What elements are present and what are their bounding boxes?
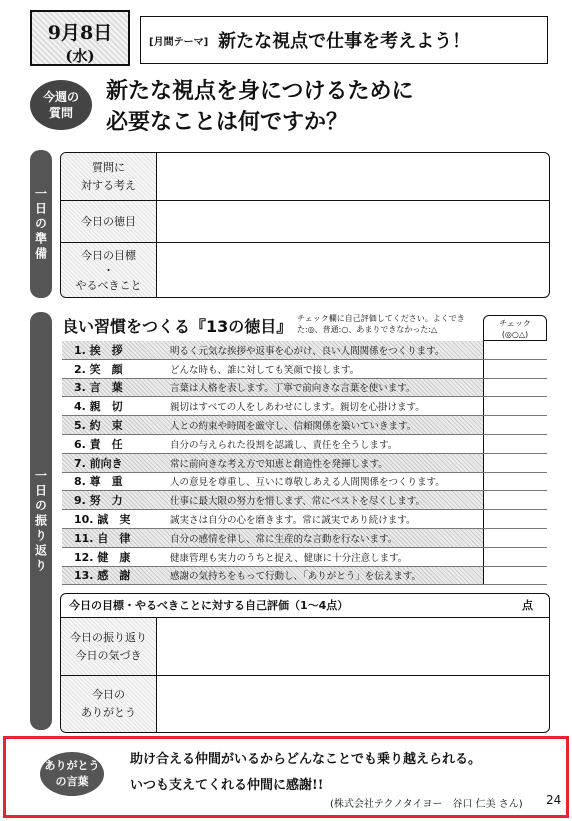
weekly-question (106, 76, 414, 138)
prep-label: 今日の目標 ・ やるべきこと (61, 243, 157, 297)
virtues-note: チェック欄に自己評価してください。よくできた:◎、普通:○、あまりできなかった:△ (297, 314, 465, 334)
virtue-row (62, 548, 547, 567)
thanks-badge-line-1: ありがとう (44, 759, 100, 772)
thanks-field[interactable] (157, 676, 549, 732)
thanks-line-2: いつも支えてくれる仲間に感謝!! (130, 778, 324, 793)
thanks-message (130, 747, 481, 799)
virtue-name: 10. 誠 実 (74, 513, 131, 527)
virtue-check-cell[interactable] (483, 491, 547, 509)
virtues-table (62, 341, 547, 585)
eval-row-reflection (61, 618, 549, 676)
virtue-description: 健康管理も実力のうちと捉え、健康に十分注意します。 (170, 552, 408, 564)
evaluation-table (60, 593, 550, 733)
virtue-description: 親切はすべての人をしあわせにします。親切を心掛けます。 (170, 402, 425, 414)
virtues-title: 良い習慣をつくる『13の徳目』 (62, 317, 293, 336)
virtue-description: 人の意見を尊重し、互いに尊敬しあえる人間関係をつくります。 (170, 477, 445, 489)
virtue-row (62, 473, 547, 492)
virtue-check-cell[interactable] (483, 529, 547, 547)
weekday: (水) (65, 47, 95, 65)
thanks-badge (40, 752, 104, 796)
credit: (株式会社テクノタイヨー 谷口 仁美 さん) (330, 799, 523, 810)
virtue-check-cell[interactable] (483, 397, 547, 415)
virtue-check-cell[interactable] (483, 510, 547, 528)
eval-header (61, 594, 549, 618)
virtue-name: 4. 親 切 (74, 400, 123, 414)
virtue-check-cell[interactable] (483, 341, 547, 359)
check-header: チェック (◎○△) (483, 315, 547, 341)
virtue-description: 言葉は人格を表します。丁寧で前向きな言葉を使います。 (170, 383, 416, 395)
thanks-badge-line-2: の言葉 (55, 775, 89, 788)
question-line-2: 必要なことは何ですか？ (106, 110, 349, 135)
theme-box (140, 16, 548, 64)
virtue-name: 12. 健 康 (74, 550, 131, 564)
virtue-row (62, 529, 547, 548)
virtue-row (62, 435, 547, 454)
virtue-description: 誠実さは自分の心を磨きます。常に誠実であり続けます。 (170, 515, 416, 527)
virtue-name: 1. 挨 拶 (74, 343, 123, 357)
reflection-sidebar: 一日の振り返り (30, 312, 52, 730)
virtue-row (62, 379, 547, 398)
virtue-check-cell[interactable] (483, 454, 547, 472)
virtue-field[interactable] (157, 201, 549, 242)
virtue-row (62, 510, 547, 529)
virtue-description: 明るく元気な挨拶や返事を心がけ、良い人間関係をつくります。 (170, 345, 445, 357)
question-line-1: 新たな視点を身につけるために (106, 79, 414, 104)
virtue-row (62, 416, 547, 435)
virtue-description: 人との約束や時間を厳守し、信頼関係を築いていきます。 (170, 421, 417, 433)
virtue-name: 9. 努 力 (74, 494, 123, 508)
virtue-description: 自分の与えられた役割を認識し、責任を全うします。 (170, 439, 398, 451)
theme-text: 新たな視点で仕事を考えよう！ (218, 31, 471, 52)
virtue-name: 7. 前向き (74, 456, 123, 470)
weekly-question-badge (30, 80, 92, 130)
virtue-row (62, 360, 547, 379)
prep-label: 今日の徳目 (61, 201, 157, 242)
virtue-check-cell[interactable] (483, 473, 547, 491)
virtue-check-cell[interactable] (483, 567, 547, 585)
eval-row-thanks (61, 676, 549, 732)
virtue-row (62, 341, 547, 360)
virtue-name: 13. 感 謝 (74, 569, 131, 583)
eval-unit: 点 (522, 599, 533, 612)
virtue-name: 8. 尊 重 (74, 475, 123, 489)
prep-row-goal (61, 243, 549, 297)
virtue-check-cell[interactable] (483, 379, 547, 397)
preparation-table (60, 152, 550, 298)
virtue-description: 仕事に最大限の努力を惜しまず、常にベストを尽くします。 (170, 496, 425, 508)
prep-label: 質問に 対する考え (61, 153, 157, 200)
virtue-row (62, 491, 547, 510)
date-box (30, 10, 130, 66)
eval-header-text: 今日の目標・やるべきことに対する自己評価（1〜4点） (69, 599, 349, 612)
reflection-field[interactable] (157, 618, 549, 675)
virtue-description: 感謝の気持ちをもって行動し、「ありがとう」を伝えます。 (170, 571, 421, 583)
date: 9月8日 (47, 22, 113, 44)
virtue-row (62, 454, 547, 473)
eval-label: 今日の振り返り 今日の気づき (61, 618, 157, 675)
thanks-line-1: 助け合える仲間がいるからどんなことでも乗り越えられる。 (130, 752, 482, 767)
virtue-name: 5. 約 束 (74, 419, 123, 433)
virtue-name: 6. 責 任 (74, 437, 123, 451)
virtue-name: 11. 自 律 (74, 531, 131, 545)
badge-line-2: 質問 (48, 106, 73, 120)
page-number: 24 (546, 793, 562, 807)
virtue-name: 3. 言 葉 (74, 381, 123, 395)
preparation-sidebar: 一日の準備 (30, 150, 52, 298)
prep-row-virtue (61, 201, 549, 243)
theme-label: [月間テーマ] (149, 36, 209, 48)
virtue-check-cell[interactable] (483, 548, 547, 566)
eval-label: 今日の ありがとう (61, 676, 157, 732)
virtue-row (62, 397, 547, 416)
badge-line-1: 今週の (42, 90, 79, 104)
thoughts-field[interactable] (157, 153, 549, 200)
virtue-name: 2. 笑 顔 (74, 362, 123, 376)
virtue-check-cell[interactable] (483, 416, 547, 434)
virtue-description: 常に前向きな考え方で知恵と創造性を発揮します。 (170, 458, 388, 470)
virtue-description: 自分の感情を律し、常に生産的な言動を行ないます。 (170, 533, 398, 545)
virtue-check-cell[interactable] (483, 360, 547, 378)
goal-field[interactable] (157, 243, 549, 297)
virtue-row (62, 567, 547, 586)
virtue-description: どんな時も、誰に対しても笑顔で接します。 (170, 364, 360, 376)
virtue-check-cell[interactable] (483, 435, 547, 453)
prep-row-thoughts (61, 153, 549, 201)
